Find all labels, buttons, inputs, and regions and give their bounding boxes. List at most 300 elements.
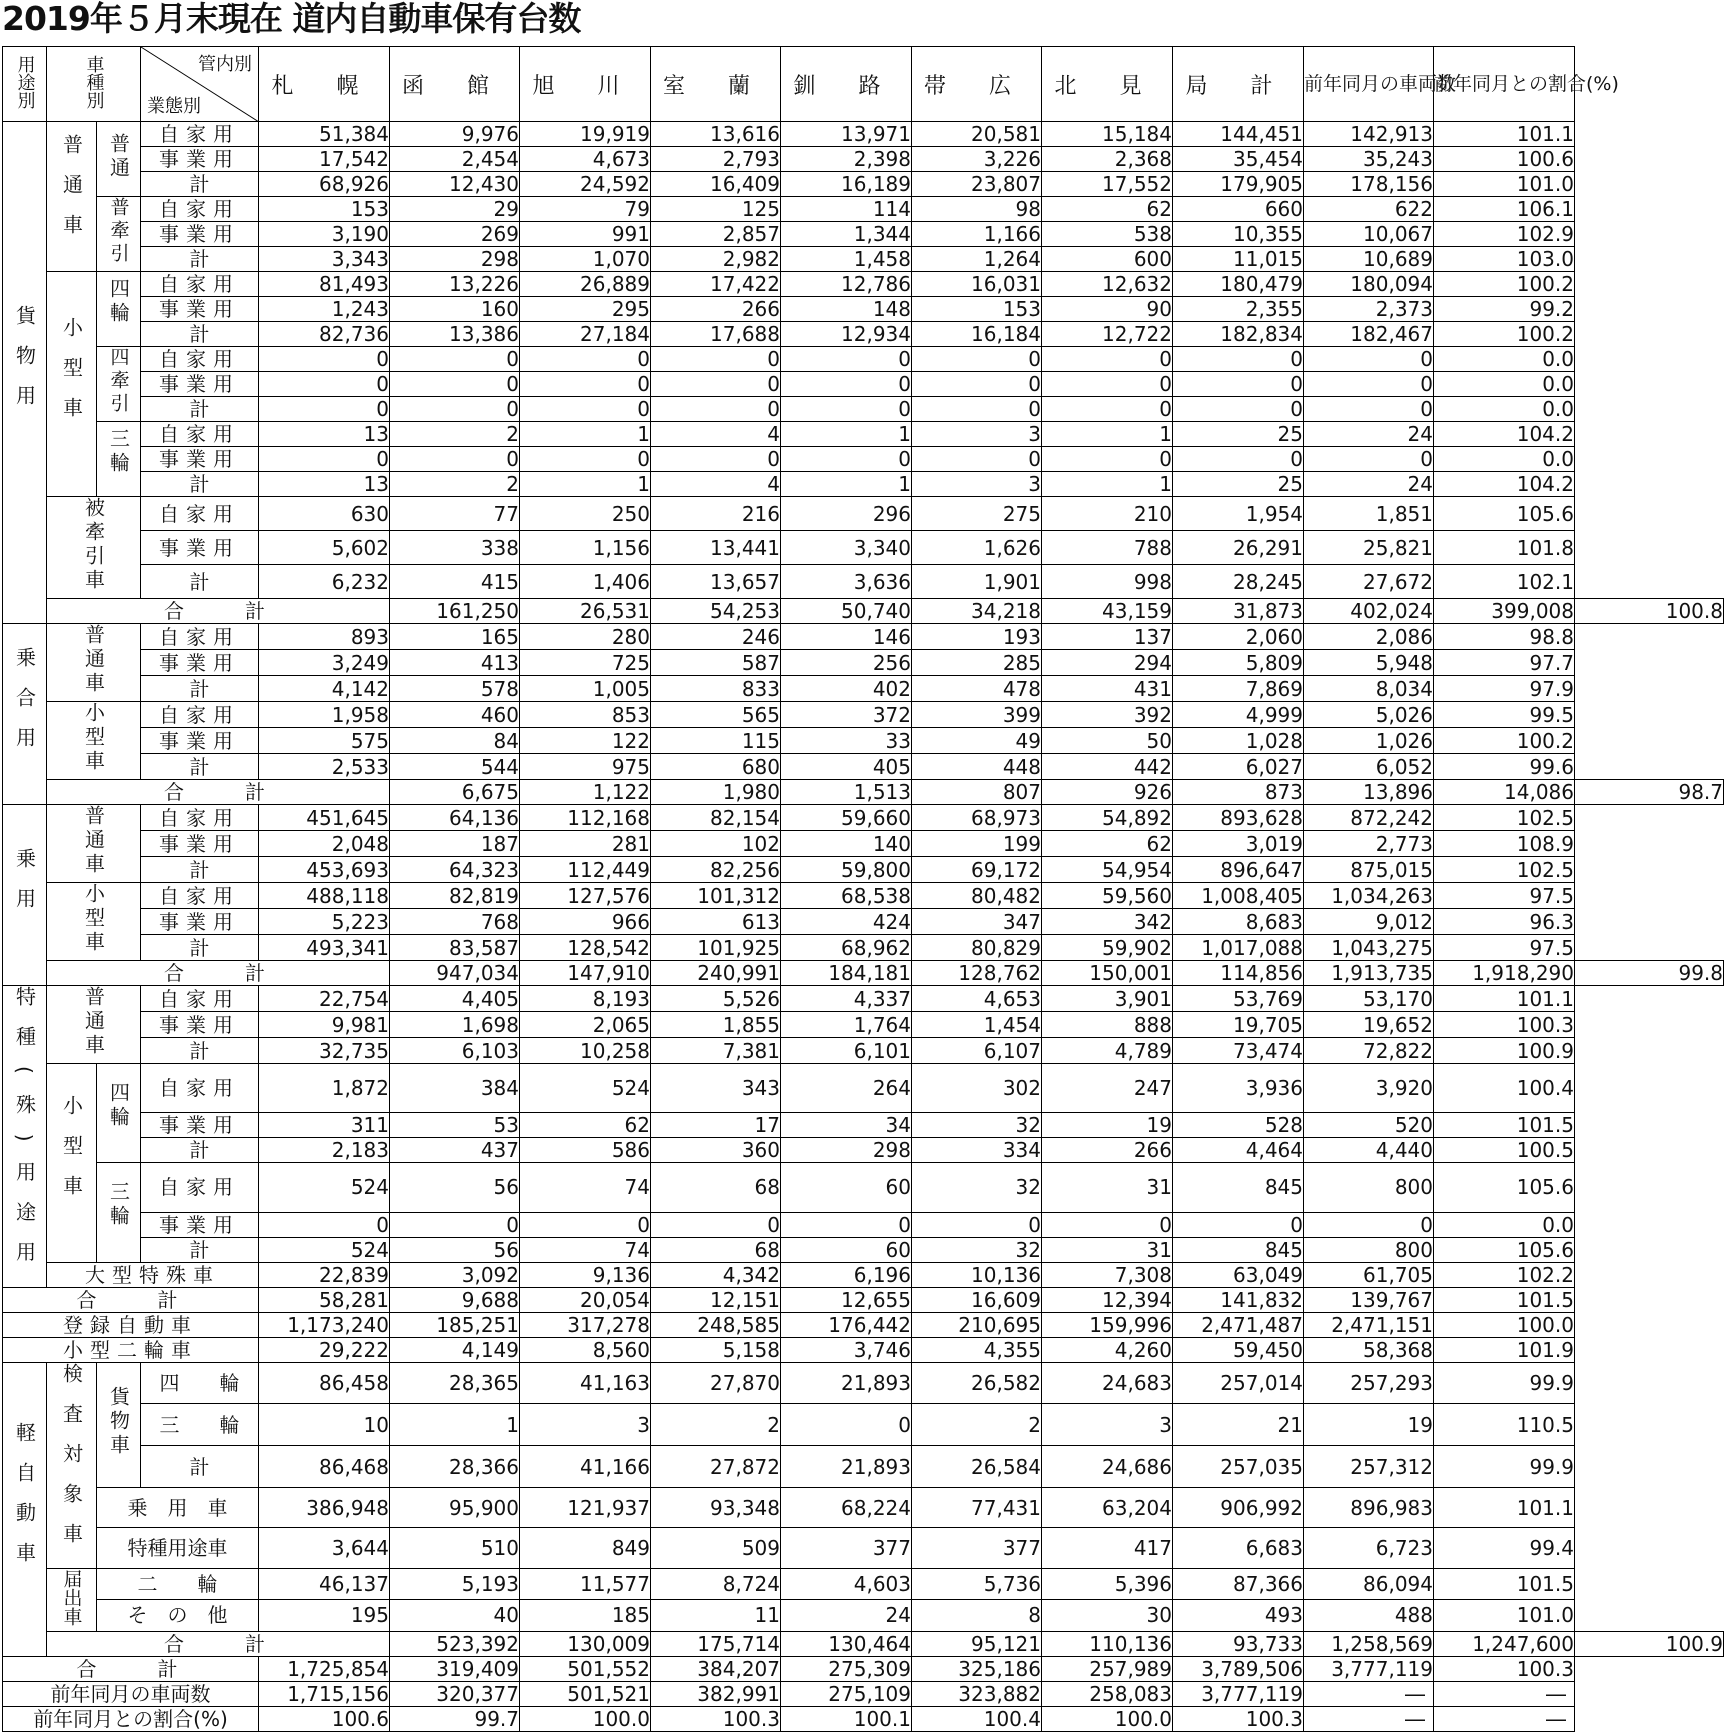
cell-sapporo: 17,542 [259,147,390,172]
type-business: 事業用 [141,728,259,754]
type-subtotal: 計 [141,857,259,883]
cell-hakodate: 544 [390,754,520,780]
cell-muroran: 11 [651,1600,781,1632]
cell-muroran: 216 [651,497,781,531]
cell-hakodate: 185,251 [390,1312,520,1337]
cell-asahikawa: 1 [520,472,651,497]
type-subtotal: 計 [141,1138,259,1163]
cell-kitami: 137 [1042,624,1173,650]
cell-muroran: 4,342 [651,1262,781,1287]
special-kogatasha: 小型車 [47,1064,97,1263]
type-subtotal: 計 [141,1446,259,1488]
cell-hakodate: 1,122 [520,780,651,805]
cell-sapporo: 3,190 [259,222,390,247]
cell-sapporo: 1,243 [259,297,390,322]
cell-muroran: 125 [651,197,781,222]
cell-muroran: 0 [651,1212,781,1237]
kei-nirin: 二 輪 [97,1568,259,1600]
cell-kitami: 4,260 [1042,1337,1173,1362]
cell-asahikawa: 1 [520,422,651,447]
cell-kushiro: 114 [781,197,912,222]
cell-prev-count: 24 [1304,472,1434,497]
cell-total: 21 [1173,1404,1304,1446]
cell-hakodate: 5,193 [390,1568,520,1600]
cell-obihiro: 1,166 [912,222,1042,247]
table-row [3,650,1724,676]
cell-kushiro: 68,224 [781,1488,912,1528]
cell-asahikawa: 112,168 [520,805,651,831]
cell-kushiro: 1,344 [781,222,912,247]
kei-kamotsusha: 貨物車 [97,1362,141,1488]
cell-muroran: 4 [651,422,781,447]
cell-muroran: 5,158 [651,1337,781,1362]
cell-obihiro: 16,031 [912,272,1042,297]
cell-sapporo: 161,250 [390,599,520,624]
cell-total: 6,683 [1173,1528,1304,1568]
cell-asahikawa: 26,889 [520,272,651,297]
table-row [3,1237,1724,1262]
cell-prev-count: 800 [1304,1237,1434,1262]
cell-sapporo: 100.6 [259,1706,390,1731]
cell-muroran: 1,513 [781,780,912,805]
cell-kushiro: 0 [781,447,912,472]
cell-prev-count: 5,948 [1304,650,1434,676]
cell-prev-count: 4,440 [1304,1138,1434,1163]
cell-muroran: 509 [651,1528,781,1568]
cell-asahikawa: 501,521 [520,1681,651,1706]
cell-obihiro: 399 [912,702,1042,728]
cell-kitami: 600 [1042,247,1173,272]
cell-kitami: 998 [1042,565,1173,599]
cell-kushiro: 807 [912,780,1042,805]
cell-prev-count: 257,293 [1304,1362,1434,1404]
cell-sapporo: 5,223 [259,909,390,935]
cell-muroran: 102 [651,831,781,857]
cell-kushiro: 0 [781,397,912,422]
col-header-kushiro: 釧 路 [781,47,912,122]
cell-muroran: 93,348 [651,1488,781,1528]
cell-hakodate: 165 [390,624,520,650]
cell-sapporo: 46,137 [259,1568,390,1600]
cell-hakodate: 99.7 [390,1706,520,1731]
table-row [3,222,1724,247]
cargo-hikenin: 被牽引車 [47,497,141,599]
cell-hakodate: 0 [390,372,520,397]
cell-asahikawa: 122 [520,728,651,754]
cell-kushiro: 0 [781,347,912,372]
cell-total: 1,028 [1173,728,1304,754]
cell-prev-count: 0 [1304,397,1434,422]
cell-prev-ratio: 104.2 [1434,422,1575,447]
cell-sapporo: 0 [259,447,390,472]
cell-kushiro: 3,340 [781,531,912,565]
table-row [3,1337,1724,1362]
cell-prev-count: 872,242 [1304,805,1434,831]
cell-asahikawa: 74 [520,1163,651,1212]
cell-sapporo: 493,341 [259,935,390,961]
cell-kushiro: 296 [781,497,912,531]
cell-prev-count: 178,156 [1304,172,1434,197]
cell-total: 257,014 [1173,1362,1304,1404]
type-business: 事業用 [141,531,259,565]
type-private: 自家用 [141,986,259,1012]
cell-prev-ratio: 101.0 [1434,1600,1575,1632]
cell-kitami: 2,368 [1042,147,1173,172]
cell-hakodate: 53 [390,1113,520,1138]
cell-kitami: 24,686 [1042,1446,1173,1488]
cell-kushiro: 1 [781,422,912,447]
group-cargo: 貨物用 [3,122,47,624]
cell-asahikawa: 1,156 [520,531,651,565]
cell-sapporo: 86,468 [259,1446,390,1488]
cell-asahikawa: 127,576 [520,883,651,909]
cell-obihiro: 43,159 [1042,599,1173,624]
cell-hakodate: 6,103 [390,1038,520,1064]
cell-sapporo: 3,644 [259,1528,390,1568]
type-business: 事業用 [141,147,259,172]
cell-muroran: 82,154 [651,805,781,831]
cell-kushiro: 12,786 [781,272,912,297]
cell-prev-ratio: 99.8 [1575,961,1724,986]
cell-prev-count: 0 [1304,372,1434,397]
cell-total: 1,017,088 [1173,935,1304,961]
cell-kushiro: 405 [781,754,912,780]
table-row [3,1138,1724,1163]
cell-muroran: 360 [651,1138,781,1163]
cell-kushiro: 59,660 [781,805,912,831]
cell-muroran: 50,740 [781,599,912,624]
cell-prev-count: 27,672 [1304,565,1434,599]
cell-hakodate: 269 [390,222,520,247]
cell-kitami: 1 [1042,422,1173,447]
cell-prev-ratio: 100.9 [1434,1038,1575,1064]
cell-kitami: 0 [1042,1212,1173,1237]
cell-sapporo: 1,715,156 [259,1681,390,1706]
type-subtotal: 計 [141,172,259,197]
cell-sapporo: 3,343 [259,247,390,272]
type-business: 事業用 [141,1212,259,1237]
cell-muroran: 101,312 [651,883,781,909]
cell-total: 660 [1173,197,1304,222]
cell-prev-ratio: 0.0 [1434,447,1575,472]
cell-prev-count: 24 [1304,422,1434,447]
cell-prev-ratio: 100.2 [1434,728,1575,754]
cell-kitami: 114,856 [1173,961,1304,986]
cell-hakodate: 1,698 [390,1012,520,1038]
cell-total: 1,913,735 [1304,961,1434,986]
col-header-obihiro: 帯 広 [912,47,1042,122]
cell-total: 13,896 [1304,780,1434,805]
cell-hakodate: 26,531 [520,599,651,624]
cell-sapporo: 32,735 [259,1038,390,1064]
cell-total: 845 [1173,1237,1304,1262]
cell-sapporo: 3,249 [259,650,390,676]
cell-prev-ratio: ― [1434,1706,1575,1731]
cell-muroran: 16,409 [651,172,781,197]
cell-muroran: 0 [651,447,781,472]
cell-obihiro: 210,695 [912,1312,1042,1337]
cell-prev-count: 1,918,290 [1434,961,1575,986]
table-row [3,961,1724,986]
cell-muroran: 248,585 [651,1312,781,1337]
type-subtotal: 計 [141,1237,259,1262]
type-private: 自家用 [141,347,259,372]
cell-kitami: 159,996 [1042,1312,1173,1337]
cell-muroran: 101,925 [651,935,781,961]
cell-prev-ratio: 101.9 [1434,1337,1575,1362]
table-row [3,702,1724,728]
cell-asahikawa: 10,258 [520,1038,651,1064]
table-row [3,831,1724,857]
cell-obihiro: 1,454 [912,1012,1042,1038]
cell-kitami: 12,722 [1042,322,1173,347]
cell-kushiro: 1 [781,472,912,497]
table-row [3,624,1724,650]
cell-obihiro: 150,001 [1042,961,1173,986]
cell-kushiro: 21,893 [781,1446,912,1488]
table-row [3,447,1724,472]
cell-prev-ratio: 100.2 [1434,272,1575,297]
cell-kitami: 5,396 [1042,1568,1173,1600]
group-special: 特種(殊)用途用 [3,986,47,1288]
cell-prev-ratio: 104.2 [1434,472,1575,497]
cell-hakodate: 9,976 [390,122,520,147]
cell-obihiro: 1,626 [912,531,1042,565]
cell-kitami: 210 [1042,497,1173,531]
cell-obihiro: 2 [912,1404,1042,1446]
cell-prev-count: 6,723 [1304,1528,1434,1568]
cell-asahikawa: 185 [520,1600,651,1632]
cell-kitami: 0 [1042,347,1173,372]
cell-total: 2,471,487 [1173,1312,1304,1337]
cell-sapporo: 524 [259,1163,390,1212]
cell-kitami: 59,902 [1042,935,1173,961]
cell-muroran: 2,857 [651,222,781,247]
cell-total: 4,999 [1173,702,1304,728]
type-private: 自家用 [141,122,259,147]
cell-asahikawa: 501,552 [520,1656,651,1681]
cell-total: 10,355 [1173,222,1304,247]
cell-sapporo: 153 [259,197,390,222]
cell-muroran: 13,657 [651,565,781,599]
cell-hakodate: 298 [390,247,520,272]
cell-total: 144,451 [1173,122,1304,147]
cell-obihiro: 16,184 [912,322,1042,347]
cell-kushiro: 3,636 [781,565,912,599]
cell-prev-ratio: 99.6 [1434,754,1575,780]
type-subtotal: 計 [141,472,259,497]
cell-sapporo: 1,872 [259,1064,390,1113]
cell-obihiro: 100.4 [912,1706,1042,1731]
cell-asahikawa: 0 [520,447,651,472]
cell-kitami: 247 [1042,1064,1173,1113]
cell-muroran: 184,181 [781,961,912,986]
cell-kitami: 12,394 [1042,1287,1173,1312]
cell-kushiro: 68,538 [781,883,912,909]
cell-obihiro: 199 [912,831,1042,857]
cell-prev-ratio: 101.5 [1434,1568,1575,1600]
type-private: 自家用 [141,197,259,222]
type-private: 自家用 [141,497,259,531]
cell-obihiro: 275 [912,497,1042,531]
cell-asahikawa: 20,054 [520,1287,651,1312]
cell-kitami: 888 [1042,1012,1173,1038]
cell-hakodate: 510 [390,1528,520,1568]
cell-total: 6,027 [1173,754,1304,780]
cell-obihiro: 0 [912,372,1042,397]
cell-muroran: 0 [651,397,781,422]
type-business: 事業用 [141,1113,259,1138]
cell-asahikawa: 128,542 [520,935,651,961]
cell-kitami: 3,901 [1042,986,1173,1012]
cell-obihiro: 32 [912,1113,1042,1138]
cell-prev-ratio: 102.5 [1434,805,1575,831]
table-row [3,1212,1724,1237]
cell-sapporo: 51,384 [259,122,390,147]
cell-total: 528 [1173,1113,1304,1138]
cell-prev-count: 2,373 [1304,297,1434,322]
cell-prev-ratio: 100.8 [1575,599,1724,624]
cell-kitami: 442 [1042,754,1173,780]
cell-total: 19,705 [1173,1012,1304,1038]
cell-hakodate: 187 [390,831,520,857]
cell-hakodate: 578 [390,676,520,702]
cell-obihiro: 3 [912,472,1042,497]
type-subtotal: 計 [141,565,259,599]
cell-hakodate: 0 [390,347,520,372]
type-business: 事業用 [141,1012,259,1038]
cell-prev-ratio: 99.5 [1434,702,1575,728]
cell-prev-count: 142,913 [1304,122,1434,147]
cell-total: 1,258,569 [1304,1631,1434,1656]
cell-kushiro: 60 [781,1237,912,1262]
cell-obihiro: 98 [912,197,1042,222]
cell-total: 3,789,506 [1173,1656,1304,1681]
cell-total: 0 [1173,447,1304,472]
cell-kushiro: 148 [781,297,912,322]
table-row [3,497,1724,531]
cell-total: 896,647 [1173,857,1304,883]
type-private: 自家用 [141,805,259,831]
cell-total: 100.3 [1173,1706,1304,1731]
type-subtotal: 計 [141,322,259,347]
cell-kitami: 417 [1042,1528,1173,1568]
group-kei: 軽自動車 [3,1362,47,1656]
cell-sapporo: 630 [259,497,390,531]
cell-prev-ratio: 98.7 [1575,780,1724,805]
cell-total: 87,366 [1173,1568,1304,1600]
cell-sapporo: 5,602 [259,531,390,565]
bus-futsusha: 普通車 [47,624,141,702]
cell-prev-count: 58,368 [1304,1337,1434,1362]
cell-sapporo: 0 [259,397,390,422]
cell-kushiro: 298 [781,1138,912,1163]
cell-hakodate: 130,009 [520,1631,651,1656]
cell-prev-count: 10,067 [1304,222,1434,247]
table-row [3,565,1724,599]
cell-sapporo: 0 [259,1212,390,1237]
special-total: 合 計 [3,1287,259,1312]
cell-total: 3,777,119 [1173,1681,1304,1706]
grand-total: 合 計 [3,1656,259,1681]
cell-kushiro: 140 [781,831,912,857]
type-private: 自家用 [141,1163,259,1212]
cell-prev-ratio: 97.7 [1434,650,1575,676]
cargo-futsu-kenin: 普牽引 [97,197,141,272]
cell-asahikawa: 41,166 [520,1446,651,1488]
col-header-kitami: 北 見 [1042,47,1173,122]
cell-sapporo: 13 [259,422,390,447]
cell-obihiro: 68,973 [912,805,1042,831]
table-row [3,1656,1724,1681]
cell-asahikawa: 317,278 [520,1312,651,1337]
cell-prev-count: 399,008 [1434,599,1575,624]
cell-hakodate: 338 [390,531,520,565]
cell-total: 26,291 [1173,531,1304,565]
cell-total: 180,479 [1173,272,1304,297]
cell-hakodate: 384 [390,1064,520,1113]
cell-total: 53,769 [1173,986,1304,1012]
cell-prev-count: 53,170 [1304,986,1434,1012]
cell-kushiro: 95,121 [912,1631,1042,1656]
cell-prev-count: ― [1304,1706,1434,1731]
cell-prev-count: 0 [1304,347,1434,372]
cell-muroran: 587 [651,650,781,676]
cell-muroran: 130,464 [781,1631,912,1656]
bus-total: 合 計 [47,780,390,805]
cell-obihiro: 0 [912,347,1042,372]
cell-hakodate: 437 [390,1138,520,1163]
cell-prev-ratio: 0.0 [1434,347,1575,372]
cell-prev-count: 2,086 [1304,624,1434,650]
cell-prev-count: 622 [1304,197,1434,222]
type-business: 事業用 [141,222,259,247]
cell-kushiro: 372 [781,702,912,728]
cell-asahikawa: 100.0 [520,1706,651,1731]
cell-sapporo: 453,693 [259,857,390,883]
cell-total: 182,834 [1173,322,1304,347]
cell-sapporo: 68,926 [259,172,390,197]
cell-total: 25 [1173,422,1304,447]
cell-prev-count: 182,467 [1304,322,1434,347]
cell-kushiro: 21,893 [781,1362,912,1404]
cell-obihiro: 926 [1042,780,1173,805]
table-row [3,372,1724,397]
cell-total: 493 [1173,1600,1304,1632]
cell-prev-ratio: 0.0 [1434,397,1575,422]
cell-asahikawa: 62 [520,1113,651,1138]
cell-hakodate: 2 [390,472,520,497]
kei-joyo: 乗 用 車 [97,1488,259,1528]
cell-total: 1,008,405 [1173,883,1304,909]
cell-kushiro: 33 [781,728,912,754]
cell-prev-ratio: 101.1 [1434,986,1575,1012]
cell-kushiro: 13,971 [781,122,912,147]
cell-sapporo: 82,736 [259,322,390,347]
cell-muroran: 384,207 [651,1656,781,1681]
cell-hakodate: 83,587 [390,935,520,961]
table-row [3,347,1724,372]
cell-kushiro: 1,458 [781,247,912,272]
cell-asahikawa: 112,449 [520,857,651,883]
cell-prev-count: 488 [1304,1600,1434,1632]
type-subtotal: 計 [141,676,259,702]
cell-kitami: 0 [1042,397,1173,422]
cell-kitami: 54,892 [1042,805,1173,831]
cell-prev-count: 875,015 [1304,857,1434,883]
table-row [3,147,1724,172]
grand-prev-count: 前年同月の車両数 [3,1681,259,1706]
